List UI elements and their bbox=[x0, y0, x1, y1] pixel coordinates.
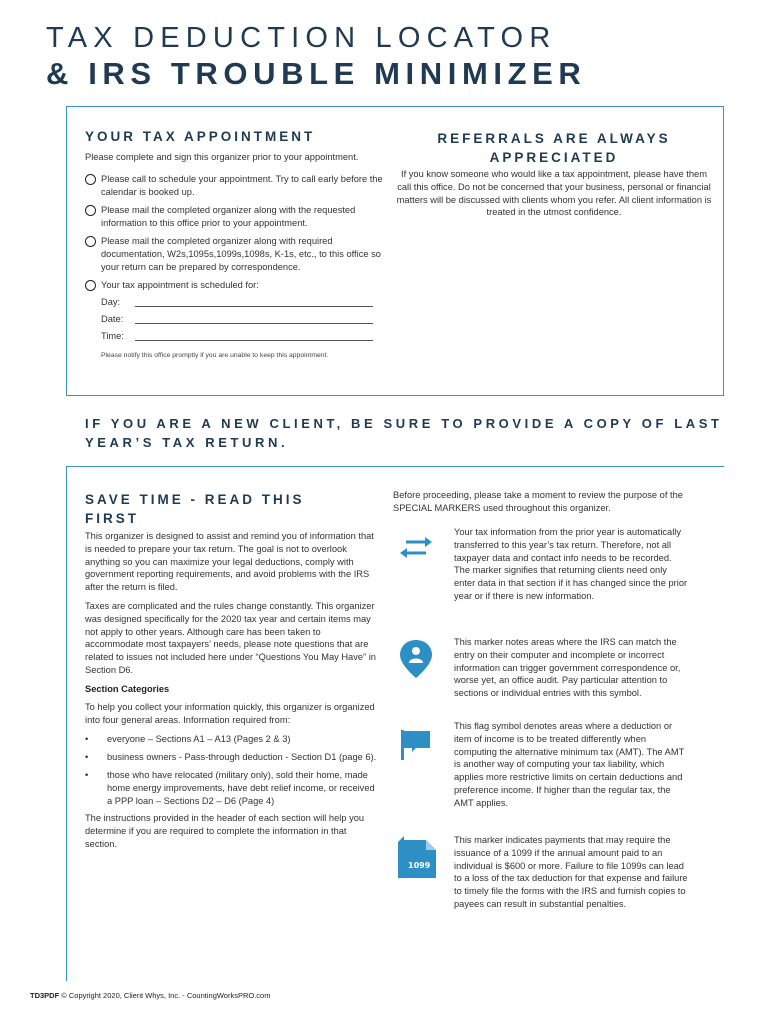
radio-circle[interactable] bbox=[85, 236, 96, 247]
time-line[interactable] bbox=[135, 331, 373, 341]
marker-description: Your tax information from the prior year is automatically transferred to this year’s tax return. Therefore, not all taxpayer data and contact info needs to be recorded. The marker signifies that returning clients need only enter data in that section if it has changed since the prior year or if there is new information. bbox=[454, 527, 688, 601]
appointment-option-mail[interactable] bbox=[85, 204, 385, 230]
time-label: Time: bbox=[101, 331, 124, 341]
radio-circle[interactable] bbox=[85, 280, 96, 291]
save-time-paragraph-1: This organizer is designed to assist and remind you of information that is needed to prepare your tax return. The goal is not to overlook anything so you can maximize your legal deductions, comply with government reporting requirements, and avoid problems with the IRS after the return is filed. bbox=[85, 531, 374, 593]
day-line[interactable] bbox=[135, 297, 373, 307]
list-item bbox=[85, 751, 381, 764]
option-text: Please mail the completed organizer along with the requested information to this office prior to your appointment. bbox=[101, 205, 356, 228]
bullet-icon: • bbox=[85, 770, 89, 780]
date-label: Date: bbox=[101, 314, 124, 324]
referrals-body: If you know someone who would like a tax appointment, please have them call this office. Do not be concerned that your business, personal or financial matters will be discussed with clients whom you refer. All client information is treated in the utmost confidence. bbox=[396, 169, 712, 218]
option-text: Your tax appointment is scheduled for: bbox=[101, 280, 259, 290]
appointment-heading: YOUR TAX APPOINTMENT bbox=[85, 129, 316, 144]
page-title-line-1: TAX DEDUCTION LOCATOR bbox=[46, 22, 557, 54]
date-line[interactable] bbox=[135, 314, 373, 324]
section-categories-intro: To help you collect your information quickly, this organizer is organized into four general areas. Information required from: bbox=[85, 702, 375, 725]
radio-circle[interactable] bbox=[85, 205, 96, 216]
marker-description: This marker notes areas where the IRS can match the entry on their computer and incomplete or incorrect information can trigger government correspondence or, worse yet, an office audit. Pay particular attention to sections or individual entries with this symbol. bbox=[454, 637, 681, 699]
footer-code: TD3PDF bbox=[30, 991, 60, 1000]
referrals-heading: REFERRALS ARE ALWAYS APPRECIATED bbox=[437, 131, 671, 165]
transfer-arrows-icon bbox=[396, 528, 436, 568]
appointment-intro: Please complete and sign this organizer prior to your appointment. bbox=[85, 152, 359, 162]
appointment-option-correspondence[interactable] bbox=[85, 235, 385, 273]
form-1099-icon bbox=[396, 836, 440, 880]
list-item-text: business owners - Pass-through deduction - Section D1 (page 6). bbox=[107, 752, 377, 762]
list-item bbox=[85, 733, 381, 746]
save-time-heading: SAVE TIME - READ THIS FIRST bbox=[85, 492, 305, 526]
option-text: Please mail the completed organizer along with required documentation, W2s,1095s,1099s,1098s, K-1s, etc., to this office so your return can be prepared by correspondence. bbox=[101, 236, 381, 272]
appointment-notice: Please notify this office promptly if you are unable to keep this appointment. bbox=[101, 352, 329, 359]
section-categories-heading: Section Categories bbox=[85, 684, 170, 694]
day-label: Day: bbox=[101, 297, 121, 307]
bullet-icon: • bbox=[85, 752, 89, 762]
appointment-option-scheduled[interactable] bbox=[85, 279, 385, 292]
bullet-icon: • bbox=[85, 734, 89, 744]
irs-match-pin-icon bbox=[396, 638, 436, 678]
save-time-paragraph-2: Taxes are complicated and the rules change constantly. This organizer was designed specifically for the 2020 tax year and certain items may not apply to other years. Although care has been taken to accommodate most taxpayers’ needs, please note questions that are related to issues not included here under “Questions You May Have” in Section D6. bbox=[85, 601, 376, 675]
new-client-banner: IF YOU ARE A NEW CLIENT, BE SURE TO PROVIDE A COPY OF LAST YEAR’S TAX RETURN. bbox=[85, 416, 723, 450]
save-time-paragraph-3: The instructions provided in the header of each section will help you determine if you are required to complete the information in that section. bbox=[85, 813, 365, 849]
list-item-text: everyone – Sections A1 – A13 (Pages 2 & 3) bbox=[107, 734, 291, 744]
footer-copyright: © Copyright 2020, Client Whys, Inc. - CountingWorksPRO.com bbox=[61, 991, 271, 1000]
marker-description: This flag symbol denotes areas where a deduction or item of income is to be treated differently when computing the alternative minimum tax (AMT). The AMT is another way of computing your tax liability, which applies more restrictive limits on certain deductions and preference income. If higher than the regular tax, the AMT applies. bbox=[454, 721, 685, 808]
marker-description: This marker indicates payments that may require the issuance of a 1099 if the annual amount paid to an individual is $600 or more. Failure to file 1099s can lead to a loss of the tax deduction for that expense and failure to timely file the forms with the IRS and furnish copies to payees can result in substantial penalties. bbox=[454, 835, 688, 909]
appointment-option-call[interactable] bbox=[85, 173, 385, 199]
time-field[interactable] bbox=[101, 331, 373, 341]
radio-circle[interactable] bbox=[85, 174, 96, 185]
day-field[interactable] bbox=[101, 297, 373, 307]
list-item-text: those who have relocated (military only), sold their home, made home energy improvements, have debt relief income, or received a PPP loan – Sections D2 – D6 (Page 4) bbox=[107, 770, 375, 806]
markers-intro: Before proceeding, please take a moment to review the purpose of the SPECIAL MARKERS used throughout this organizer. bbox=[393, 490, 683, 513]
page-title-line-2: & IRS TROUBLE MINIMIZER bbox=[46, 56, 587, 91]
footer bbox=[30, 991, 270, 1000]
amt-flag-icon bbox=[396, 724, 436, 764]
date-field[interactable] bbox=[101, 314, 373, 324]
form-1099-label: 1099 bbox=[408, 861, 431, 870]
option-text: Please call to schedule your appointment. Try to call early before the calendar is booked up. bbox=[101, 174, 383, 197]
list-item bbox=[85, 769, 381, 807]
